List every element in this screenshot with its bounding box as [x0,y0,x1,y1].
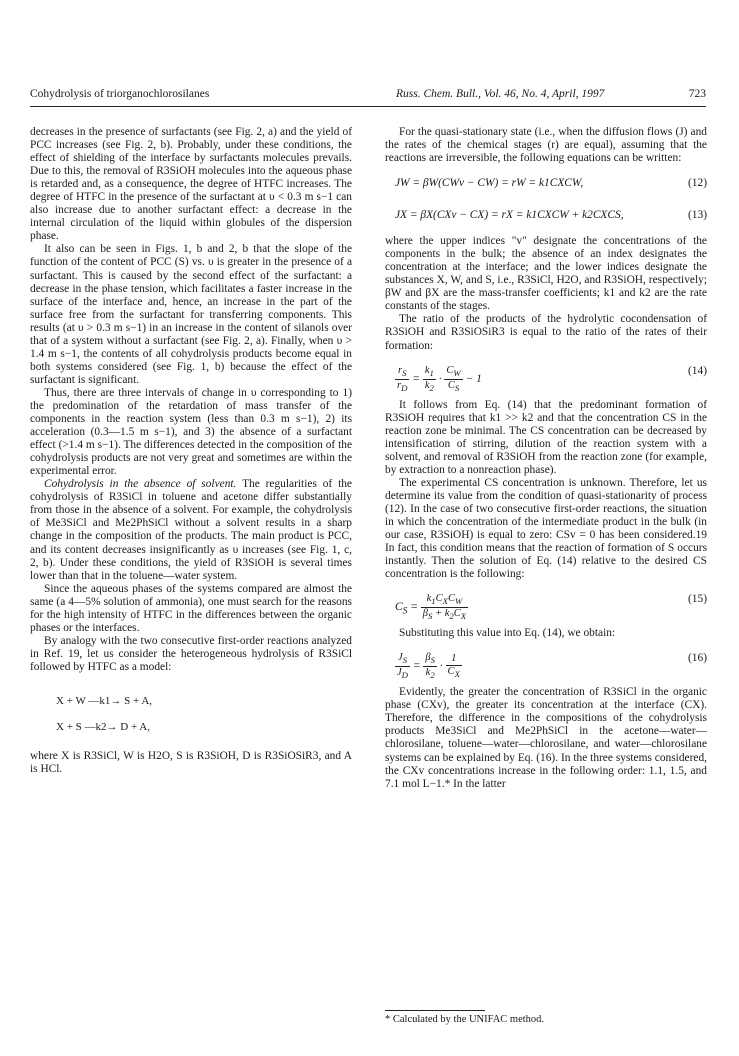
reaction-model [56,688,352,740]
paragraph: decreases in the presence of surfactants (see Fig. 2, a) and the yield of PCC increases (see Fig. 2, b). Probably, under these conditions, the effect of shielding of the interface by surfactants molecules prevails. Due to this, the removal of R3SiOH molecules into the aqueous phase is retarded and, as a consequence, the degree of HTFC increases. The degree of HTFC in the presence of the surfactant at υ < 0.3 m s−1 can also increase due to another surfactant effect: a decrease in the internal circulation of the liquid within globules of the dispersion phase. [30,126,352,243]
paragraph: where X is R3SiCl, W is H2O, S is R3SiOH, D is R3SiOSiR3, and A is HCl. [30,749,352,776]
equation-number: (13) [688,209,707,222]
paragraph: Since the aqueous phases of the systems compared are almost the same (a 4—5% solution of ammonia), one must search for the reasons for the high intensity of HTFC in the differences between the organic phases or the interfaces. [30,582,352,634]
equation-12 [385,171,707,197]
paragraph: Cohydrolysis in the absence of solvent. The regularities of the cohydrolysis of R3SiCl in toluene and acetone differ substantially from those in the absence of a solvent. For example, the cohydrolysis of Me3SiCl and Me2PhSiCl without a solvent results in a sharp change in the composition of the products. The main product is PCC, and its content decreases insignificantly as υ increases (see Fig. 1, c, 2, b). Under these conditions, the yield of R3SiOH is several times lower than that in the toluene—water system. [30,478,352,582]
equation-16 [385,646,707,680]
paragraph: Thus, there are three intervals of change in υ corresponding to 1) the predomination of the retardation of mass transfer of the components in the reaction system (less than 0.3 m s−1), 2) its acceleration (0.3—1.5 m s−1), and 3) the absence of a surfactant effect (>1.4 m s−1). The differences detected in the composition of the cohydrolysis products are not very great and sometimes are within the experimental error. [30,386,352,478]
paragraph: The experimental CS concentration is unknown. Therefore, let us determine its value from the condition of quasi-stationarity of process (12). In the case of two consecutive first-order reactions, the situation in which the concentration of the intermediate product in the bulk (in our case, R3SiOH) is equal to zero: CSv = 0 has been considered.19 In fact, this condition means that the reaction of formation of S occurs instantly. Then the solution of Eq. (14) relative to the desired CS concentration is the following: [385,476,707,581]
equation-body: $\frac{J_S}{J_D}$ = $\frac{\beta_S}{k_2}$ · $\frac{1}{C_X}$ [397,652,460,681]
equation-body: JW = βW(CWv − CW) = rW = k1CXCW, [395,177,584,190]
paragraph: By analogy with the two consecutive first-order reactions analyzed in Ref. 19, let us consider the heterogeneous hydrolysis of R3SiCl followed by HTFC as a model: [30,634,352,673]
equation-number: (16) [688,652,707,665]
paragraph: It follows from Eq. (14) that the predominant formation of R3SiOH requires that k1 >> k2 and that the concentration CS in the reaction zone be minimal. The CS concentration can be decreased by intensification of stirring, dilution of the reaction system with a solvent, and removal of R3SiOH from the reaction zone (for example, by extraction to a nonreaction phase). [385,398,707,476]
equation-body: $\frac{r_S}{r_D}$ = $\frac{k_1}{k_2}$ · $\frac{C_W}{C_S}$ − 1 [397,364,482,393]
journal-citation: Russ. Chem. Bull., Vol. 46, No. 4, April, 1997 [396,88,605,100]
paragraph: It also can be seen in Figs. 1, b and 2, b that the slope of the function of the content of PCC (S) vs. υ is greater in the presence of a surfactant. This is caused by the second effect of the surfactant: a decrease in the phase tension, which facilitates a faster increase in the surface of the interface and, hence, an increase in the part of the surface free from the surfactant for transferring components. This results (at υ > 0.3 m s−1) in an increase in the content of silanols over that of a system without a surfactant (see Fig. 2, a). Finally, when υ > 1.4 m s−1, the contents of all cohydrolysis products become equal in both systems considered (see Fig. 1, b) because the effect of the surfactant is significant. [30,243,352,386]
equation-number: (15) [688,593,707,606]
footnote: * Calculated by the UNIFAC method. [385,1010,485,1025]
section-heading: Cohydrolysis in the absence of solvent. [44,478,237,491]
paragraph: Evidently, the greater the concentration of R3SiCl in the organic phase (CXv), the greater its concentration at the interface (CX). Therefore, the difference in the compositions of the cohydrolysis products Me3SiCl and Me2PhSiCl in the acetone—water—chlorosilane, toluene—water—chlorosilane, and water—chlorosilane systems can be explained by Eq. (16). In the three systems considered, the CXv concentrations increase in the following order: 1.1, 1.5, and 7.1 mol L−1.* In the latter [385,686,707,790]
equation-15 [385,587,707,621]
equation-body: $C_S$ = $\frac{k_1C_XC_W}{\beta_S + k_2C_X}$ [395,593,467,622]
equation-body: JX = βX(CXv − CX) = rX = k1CXCW + k2CXCS, [395,209,624,222]
equation-13 [385,203,707,229]
equation-14 [385,359,707,393]
paragraph: The ratio of the products of the hydrolytic cocondensation of R3SiOH and R3SiOSiR3 is equal to the ratio of the rates of their formation: [385,313,707,352]
equation-number: (12) [688,177,707,190]
equation-number: (14) [688,364,707,377]
running-header [30,88,706,107]
running-title: Cohydrolysis of triorganochlorosilanes [30,88,210,100]
paragraph: For the quasi-stationary state (i.e., when the diffusion flows (J) and the rates of the chemical stages (r) are equal), assuming that the reactions are irreversible, the following equations can be written: [385,126,707,165]
right-column [385,126,707,791]
paragraph: Substituting this value into Eq. (14), we obtain: [399,627,616,640]
reaction-2: X + S —k2→ D + A, [56,720,150,733]
page-number: 723 [688,88,706,100]
left-column [30,126,352,776]
reaction-1: X + W —k1→ S + A, [56,694,153,707]
paragraph: where the upper indices "v" designate the concentrations of the components in the bulk; the absence of an index designates the concentration at the interface; and the lower indices designate the substances X, W, and S, i.e., R3SiCl, H2O, and R3SiOH, respectively; βW and βX are the mass-transfer coefficients; k1 and k2 are the rate constants of the stages. [385,235,707,313]
